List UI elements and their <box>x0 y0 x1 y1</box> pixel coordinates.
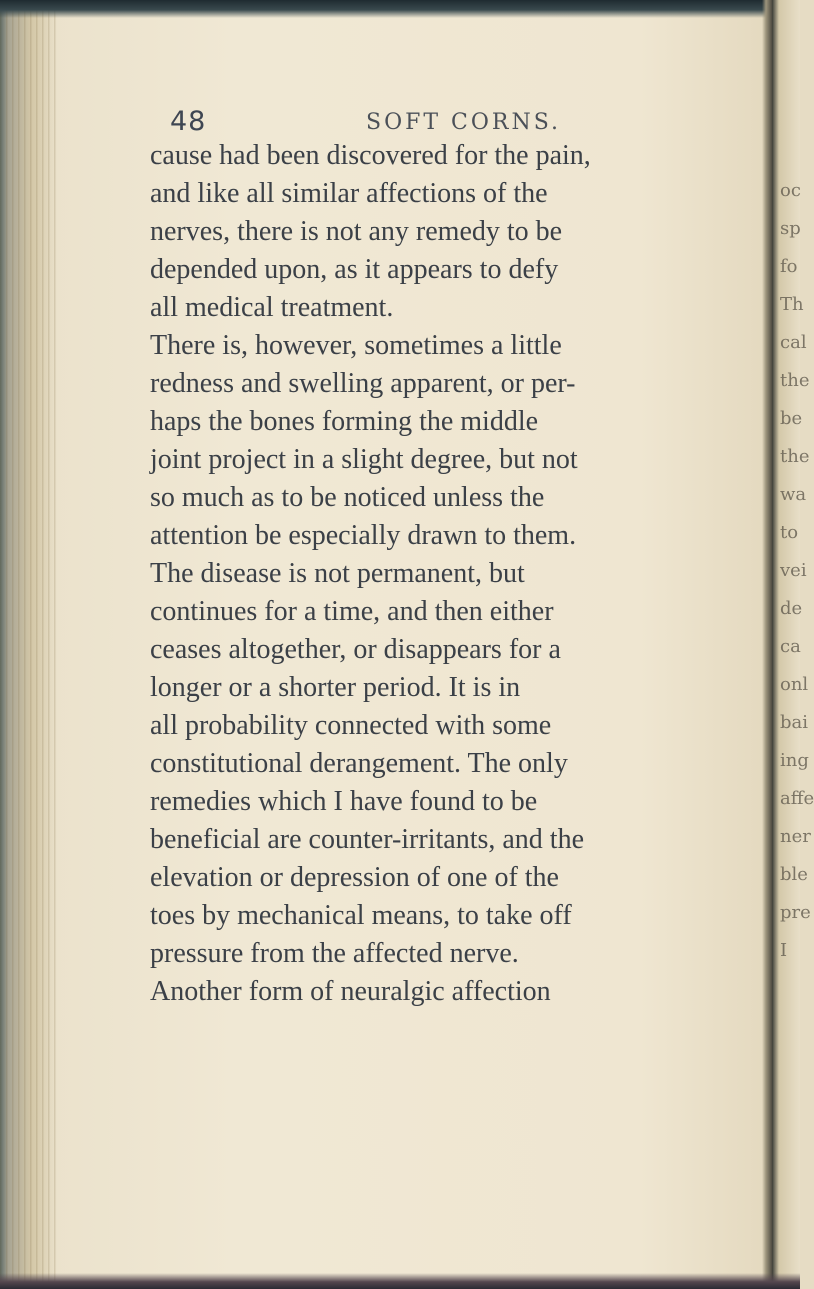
text-line: There is, however, sometimes a little <box>150 330 562 361</box>
adjacent-page-fragment: wa <box>780 484 807 505</box>
text-line: attention be especially drawn to them. <box>150 520 577 551</box>
text-line: so much as to be noticed unless the <box>150 482 545 513</box>
adjacent-page-fragment: sp <box>780 218 801 239</box>
text-line: The disease is not permanent, but <box>150 558 525 589</box>
text-line: and like all similar affections of the <box>150 178 548 209</box>
adjacent-page-fragment: affe <box>780 788 814 809</box>
adjacent-page-fragment: Th <box>780 294 804 315</box>
adjacent-page-fragment: cal <box>780 332 807 353</box>
adjacent-page-fragment: vei <box>780 560 807 581</box>
top-page-edge <box>0 0 800 18</box>
text-line: constitutional derangement. The only <box>150 748 568 779</box>
text-line: depended upon, as it appears to defy <box>150 254 559 285</box>
text-line: longer or a shorter period. It is in <box>150 672 521 703</box>
text-line: all medical treatment. <box>150 292 394 323</box>
text-line: cause had been discovered for the pain, <box>150 140 591 171</box>
adjacent-page-fragment: ing <box>780 750 809 771</box>
running-head: SOFT CORNS. <box>366 110 562 135</box>
book-binding <box>0 0 58 1289</box>
adjacent-page-fragment: to <box>780 522 799 543</box>
text-line: nerves, there is not any remedy to be <box>150 216 563 247</box>
adjacent-page-fragment: ble <box>780 864 808 885</box>
adjacent-page-fragment: oc <box>780 180 801 201</box>
text-line: toes by mechanical means, to take off <box>150 900 572 931</box>
text-line: Another form of neuralgic affection <box>150 976 551 1007</box>
text-line: pressure from the affected nerve. <box>150 938 519 969</box>
text-line: continues for a time, and then either <box>150 596 554 627</box>
adjacent-page-fragment: be <box>780 408 803 429</box>
adjacent-page-fragment: fo <box>780 256 798 277</box>
bottom-page-edge <box>0 1273 800 1289</box>
adjacent-page-fragment: I <box>780 940 788 961</box>
text-line: beneficial are counter-irritants, and the <box>150 824 584 855</box>
body-text <box>150 137 770 1011</box>
text-line: elevation or depression of one of the <box>150 862 559 893</box>
adjacent-page-strip <box>772 0 814 1289</box>
adjacent-page-fragment: pre <box>780 902 811 923</box>
text-line: joint project in a slight degree, but not <box>150 444 578 475</box>
adjacent-page-fragment: ca <box>780 636 801 657</box>
adjacent-page-fragment: onl <box>780 674 809 695</box>
adjacent-page-fragment: de <box>780 598 803 619</box>
text-line: all probability connected with some <box>150 710 552 741</box>
adjacent-page-fragment: the <box>780 370 810 391</box>
text-line: ceases altogether, or disappears for a <box>150 634 561 665</box>
adjacent-page-fragment: ner <box>780 826 811 847</box>
adjacent-page-fragment: bai <box>780 712 809 733</box>
adjacent-page-fragment: the <box>780 446 810 467</box>
text-line: redness and swelling apparent, or per- <box>150 368 576 399</box>
text-line: remedies which I have found to be <box>150 786 538 817</box>
text-line: haps the bones forming the middle <box>150 406 539 437</box>
page-number: 48 <box>170 106 207 137</box>
